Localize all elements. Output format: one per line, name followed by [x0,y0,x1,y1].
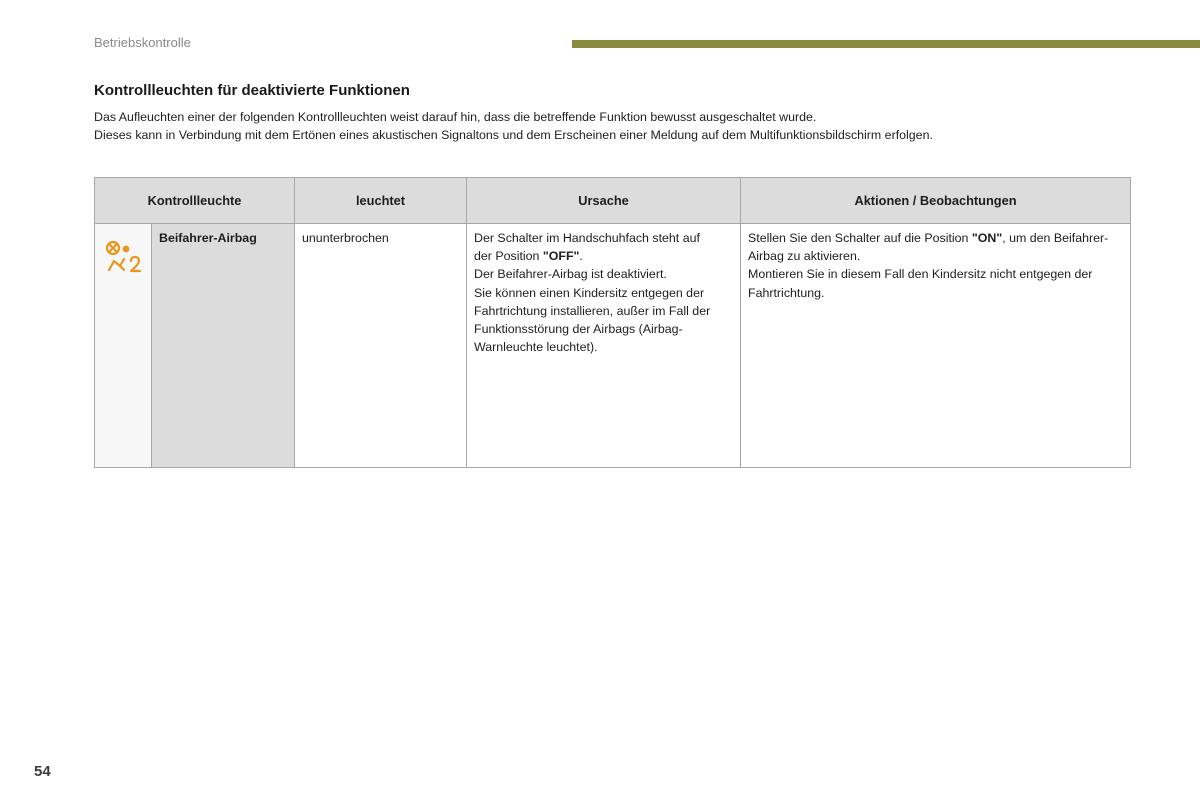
passenger-airbag-off-icon [103,240,143,276]
action-line: Montieren Sie in diesem Fall den Kindersitz nicht entgegen der Fahrtrichtung. [748,267,1093,300]
page-title: Kontrollleuchten für deaktivierte Funktionen [94,82,410,99]
cause-line: der Position [474,249,543,264]
section-label: Betriebskontrolle [94,35,191,50]
column-header-leuchtet: leuchtet [295,178,467,224]
intro-paragraph: Das Aufleuchten einer der folgenden Kontrollleuchten weist darauf hin, dass die betreffende Funktion bewusst ausgeschaltet wurde. [94,110,817,124]
header-accent-bar [572,40,1200,48]
icon-cell [95,224,152,468]
action-line: Stellen Sie den Schalter auf die Position [748,231,972,245]
action-cell [741,224,1131,468]
intro-text [94,108,1134,144]
intro-paragraph: Dieses kann in Verbindung mit dem Ertönen eines akustischen Signaltons und dem Erscheinen einer Meldung auf dem Multifunktionsbildschirm erfolgen. [94,128,933,142]
cause-line: . [579,249,583,264]
cause-cell [467,224,741,468]
cause-line: Sie können einen Kindersitz entgegen der Fahrtrichtung installieren, außer im Fall der Funktionsstörung der Airbags (Airbag-Warnleuchte leuchtet). [474,285,711,355]
table-row [95,224,1131,468]
on-position-label: "ON" [971,231,1003,245]
column-header-kontrollleuchte: Kontrollleuchte [95,178,295,224]
off-position-label: "OFF" [542,249,580,264]
lamp-name: Beifahrer-Airbag [152,224,295,468]
page-number: 54 [34,763,51,780]
warning-lamp-table [94,177,1131,468]
cause-line: Der Schalter im Handschuhfach steht auf [474,231,700,245]
lit-mode: ununterbrochen [295,224,467,468]
cause-line: Der Beifahrer-Airbag ist deaktiviert. [474,267,667,282]
column-header-aktionen: Aktionen / Beobachtungen [741,178,1131,224]
action-line: , um den Beifahrer-Airbag zu aktivieren. [748,231,1109,264]
column-header-ursache: Ursache [467,178,741,224]
table-header-row [95,178,1131,224]
